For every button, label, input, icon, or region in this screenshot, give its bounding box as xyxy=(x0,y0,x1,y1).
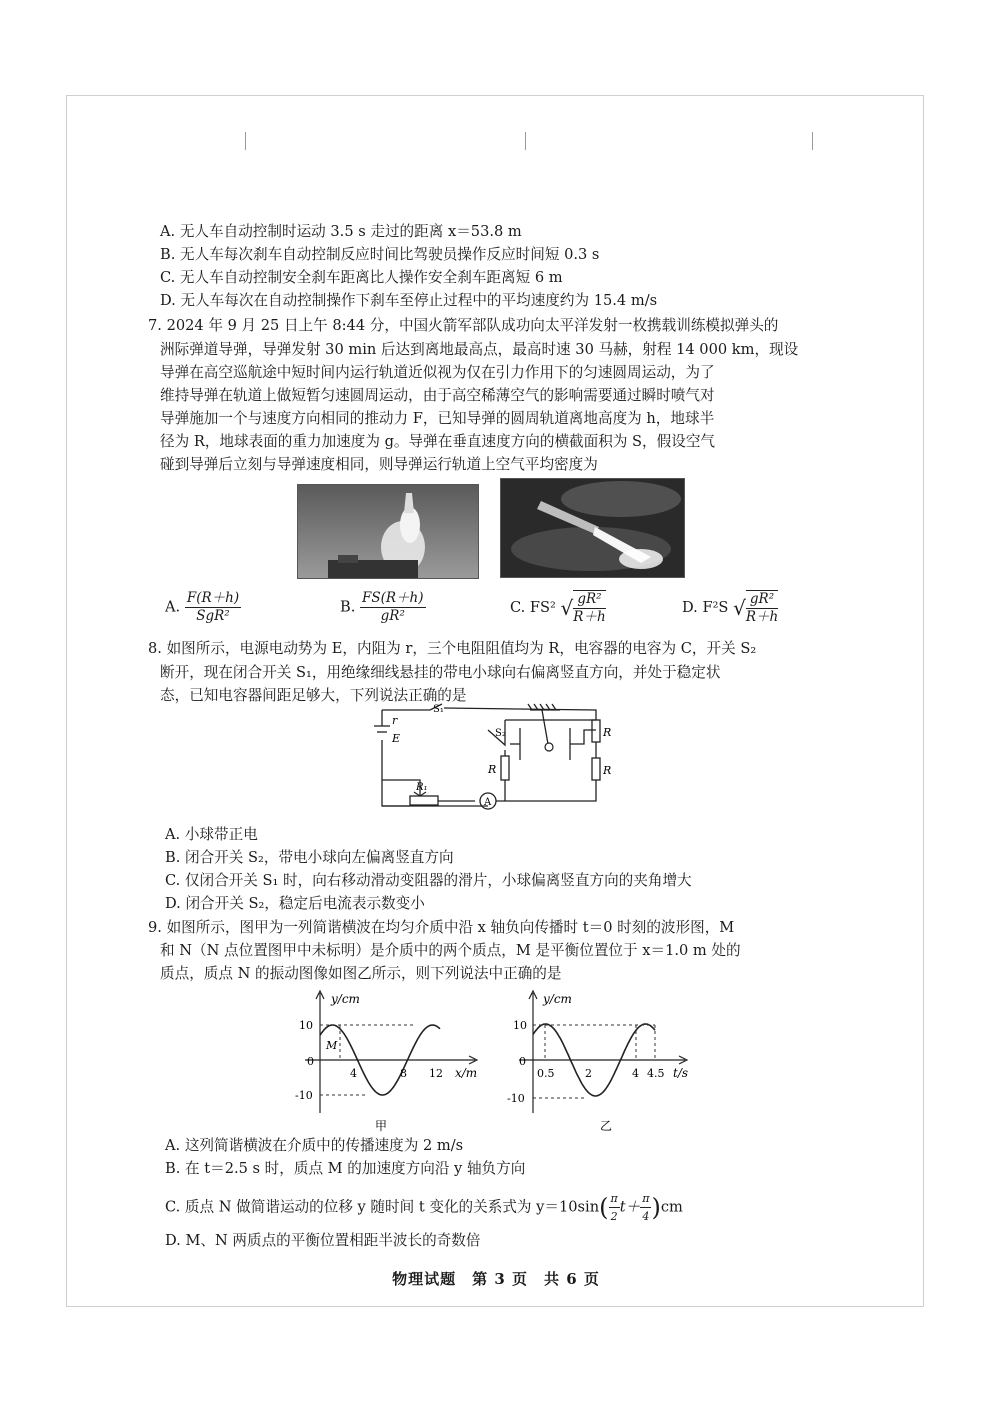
q6-option-c: C. 无人车自动控制安全刹车距离比人操作安全刹车距离短 6 m xyxy=(160,269,563,286)
q8-line: 态，已知电容器间距足够大，下列说法正确的是 xyxy=(160,687,467,704)
q7-line: 碰到导弹后立刻与导弹速度相同，则导弹运行轨道上空气平均密度为 xyxy=(160,456,598,473)
numerator: π xyxy=(609,1190,620,1208)
origin-label: 0 xyxy=(307,1055,314,1068)
q7-line: 导弹施加一个与速度方向相同的推动力 F，已知导弹的圆周轨道离地高度为 h，地球半 xyxy=(160,410,715,427)
q7-option-c xyxy=(510,590,606,626)
tick-label-y10: 10 xyxy=(299,1019,313,1032)
binding-mark xyxy=(525,132,526,150)
fraction xyxy=(360,590,426,625)
y-axis-label: y/cm xyxy=(331,992,360,1006)
circuit-diagram xyxy=(370,700,620,812)
q6-option-d: D. 无人车每次在自动控制操作下刹车至停止过程中的平均速度约为 15.4 m/s xyxy=(160,292,658,309)
label-r-middle: R xyxy=(488,763,497,776)
q8-option-b: B. 闭合开关 S₂，带电小球向左偏离竖直方向 xyxy=(165,849,454,866)
tick-label-x8: 8 xyxy=(400,1067,407,1080)
formula-middle: t＋ xyxy=(619,1198,641,1216)
tick-label-t2: 2 xyxy=(585,1067,592,1080)
denominator: gR² xyxy=(380,608,405,624)
q7-line: 洲际弹道导弹，导弹发射 30 min 后达到离地最高点，最高时速 30 马赫，射程 14 000 km，现设 xyxy=(160,341,799,358)
wave-graph-jia xyxy=(295,985,495,1133)
numerator: FS(R＋h) xyxy=(362,590,424,606)
option-label: C. FS² xyxy=(510,599,556,616)
numerator: gR² xyxy=(573,591,605,609)
tick-label-t45: 4.5 xyxy=(647,1067,665,1080)
q8-line: 8. 如图所示，电源电动势为 E，内阻为 r，三个电阻阻值均为 R，电容器的电容为 C，开关 S₂ xyxy=(148,640,757,657)
origin-label: 0 xyxy=(519,1055,526,1068)
paren-left: ( xyxy=(599,1193,609,1222)
page-footer: 物理试题 第 3 页 共 6 页 xyxy=(392,1270,600,1288)
numerator: π xyxy=(640,1190,651,1208)
sqrt-sign: √ xyxy=(560,596,574,620)
q6-option-b: B. 无人车每次刹车自动控制反应时间比驾驶员操作反应时间短 0.3 s xyxy=(160,246,600,263)
denominator: R＋h xyxy=(745,609,779,625)
q7-line: 径为 R，地球表面的重力加速度为 g。导弹在垂直速度方向的横截面积为 S，假设空气 xyxy=(160,433,716,450)
label-s1: S₁ xyxy=(433,704,444,715)
sqrt-sign: √ xyxy=(733,596,746,620)
q7-option-d xyxy=(682,590,778,626)
tick-label-x4: 4 xyxy=(350,1067,357,1080)
graph-caption: 乙 xyxy=(600,1119,613,1133)
q8-option-c: C. 仅闭合开关 S₁ 时，向右移动滑动变阻器的滑片，小球偏离竖直方向的夹角增大 xyxy=(165,872,692,889)
q8-option-a: A. 小球带正电 xyxy=(165,826,258,843)
y-axis-label: y/cm xyxy=(543,992,572,1006)
denominator: SgR² xyxy=(196,608,230,624)
missile-launch-photo xyxy=(297,484,479,579)
option-label: A. xyxy=(165,598,181,616)
denominator: 2 xyxy=(610,1210,618,1223)
label-ammeter: A xyxy=(484,797,492,808)
q6-option-a: A. 无人车自动控制时运动 3.5 s 走过的距离 x＝53.8 m xyxy=(160,223,522,240)
graph-caption: 甲 xyxy=(375,1119,388,1133)
tick-label-y10: 10 xyxy=(513,1019,527,1032)
label-e: E xyxy=(392,732,401,745)
label-r1: R₁ xyxy=(416,782,428,793)
fraction xyxy=(573,590,605,626)
denominator: 4 xyxy=(642,1210,650,1223)
binding-mark xyxy=(245,132,246,150)
label-r-bottom: R xyxy=(603,764,612,777)
option-label: B. xyxy=(340,598,356,616)
q7-option-a xyxy=(165,590,241,625)
denominator: R＋h xyxy=(573,609,606,625)
unit: cm xyxy=(660,1198,683,1216)
paren-right: ) xyxy=(651,1193,661,1222)
tick-label-yneg10: -10 xyxy=(295,1089,313,1102)
fraction xyxy=(609,1190,620,1225)
q7-line: 7. 2024 年 9 月 25 日上午 8:44 分，中国火箭军部队成功向太平洋发射一枚携载训练模拟弹头的 xyxy=(148,317,779,334)
numerator: F(R＋h) xyxy=(186,590,240,606)
label-s2: S₂ xyxy=(495,728,506,739)
binding-mark xyxy=(812,132,813,150)
q9-option-a: A. 这列简谐横波在介质中的传播速度为 2 m/s xyxy=(165,1137,464,1154)
t-axis-label: t/s xyxy=(673,1066,689,1080)
label-r: r xyxy=(392,714,398,727)
fraction xyxy=(640,1190,651,1225)
option-label: D. F²S xyxy=(682,599,729,616)
q8-line: 断开，现在闭合开关 S₁，用绝缘细线悬挂的带电小球向右偏离竖直方向，并处于稳定状 xyxy=(160,664,721,681)
q9-line: 和 N（N 点位置图甲中未标明）是介质中的两个质点，M 是平衡位置位于 x＝1.0 m 处的 xyxy=(160,942,741,959)
q7-line: 维持导弹在轨道上做短暂匀速圆周运动，由于高空稀薄空气的影响需要通过瞬时喷气对 xyxy=(160,387,715,404)
formula-prefix: C. 质点 N 做简谐运动的位移 y 随时间 t 变化的关系式为 y＝10sin xyxy=(165,1198,600,1216)
tick-label-t05: 0.5 xyxy=(537,1067,555,1080)
tick-label-t4: 4 xyxy=(632,1067,639,1080)
charged-ball xyxy=(545,743,553,751)
missile-flight-photo xyxy=(500,478,685,578)
q8-option-d: D. 闭合开关 S₂，稳定后电流表示数变小 xyxy=(165,895,425,912)
q9-line: 质点，质点 N 的振动图像如图乙所示，则下列说法中正确的是 xyxy=(160,965,562,982)
tick-label-yneg10: -10 xyxy=(507,1092,525,1105)
tick-label-x12: 12 xyxy=(429,1067,443,1080)
fraction xyxy=(746,590,778,626)
q9-option-c xyxy=(165,1190,683,1225)
point-m-label: M xyxy=(326,1039,338,1052)
q7-line: 导弹在高空巡航途中短时间内运行轨道近似视为仅在引力作用下的匀速圆周运动，为了 xyxy=(160,364,715,381)
fraction xyxy=(185,590,241,625)
vibration-graph-yi xyxy=(505,985,705,1135)
q9-option-d: D. M、N 两质点的平衡位置相距半波长的奇数倍 xyxy=(165,1232,481,1249)
x-axis-label: x/m xyxy=(455,1066,478,1080)
q9-option-b: B. 在 t＝2.5 s 时，质点 M 的加速度方向沿 y 轴负方向 xyxy=(165,1160,526,1177)
q7-option-b xyxy=(340,590,426,625)
q9-line: 9. 如图所示，图甲为一列简谐横波在均匀介质中沿 x 轴负向传播时 t＝0 时刻的波形图，M xyxy=(148,919,735,936)
numerator: gR² xyxy=(746,591,778,609)
label-r-top: R xyxy=(603,726,612,739)
